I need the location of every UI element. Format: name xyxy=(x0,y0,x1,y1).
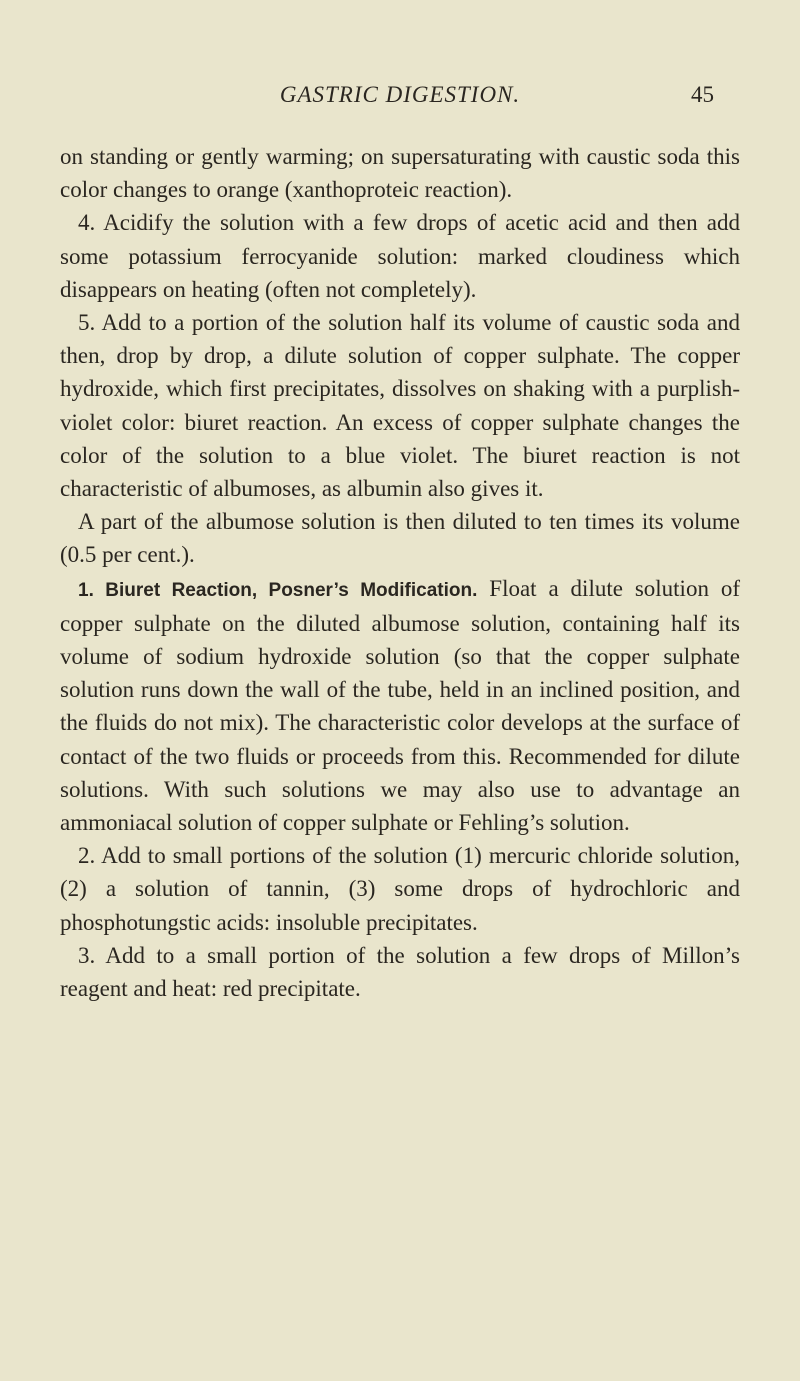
paragraph-biuret-posner xyxy=(60,572,740,840)
paragraph-biuret-text: Float a dilute solution of copper sulphate on the diluted albumose solution, containing half its volume of sodium hydroxide solution (so that the copper sulphate solution runs down the wall of the tube, held in an inclined position, and the fluids do not mix). The characteristic color develops at the surface of contact of the two fluids or proceeds from this. Recommended for dilute solutions. With such solutions we may also use to advantage an ammoniacal solution of copper sulphate or Fehling’s solution. xyxy=(60,575,741,836)
run-in-heading: 1. Biuret Reaction, Posner’s Modification. xyxy=(78,579,478,601)
paragraph-millon: 3. Add to a small portion of the solution a few drops of Millon’s reagent and heat: red precipitate. xyxy=(60,942,740,1002)
paragraph-step-5: 5. Add to a portion of the solution half its volume of caustic soda and then, drop by drop, a dilute solution of copper sulphate. The copper hydroxide, which first precipitates, dissolves on shaking with a purplish-violet color: biuret reaction. An excess of copper sulphate changes the color of the solution to a blue violet. The biuret reaction is not characteristic of albumoses, as albumin also gives it. xyxy=(60,310,740,502)
running-head xyxy=(60,82,740,122)
page-number: 45 xyxy=(691,82,714,107)
paragraph-dilution: A part of the albumose solution is then diluted to ten times its volume (0.5 per cent.). xyxy=(60,509,740,568)
paragraph-step-4: 4. Acidify the solution with a few drops of acetic acid and then add some potassium ferrocyanide solution: marked cloudiness which disappears on heating (often not completely). xyxy=(60,210,740,302)
body-text xyxy=(60,140,740,1005)
paragraph-continuation: on standing or gently warming; on supersaturating with caustic soda this color changes to orange (xanthoproteic reaction). xyxy=(60,144,740,203)
running-title: GASTRIC DIGESTION. xyxy=(279,82,521,107)
paragraph-precipitates: 2. Add to small portions of the solution (1) mercuric chloride solution, (2) a solution of tannin, (3) some drops of hydrochloric and phosphotungstic acids: insoluble precipitates. xyxy=(60,843,740,935)
